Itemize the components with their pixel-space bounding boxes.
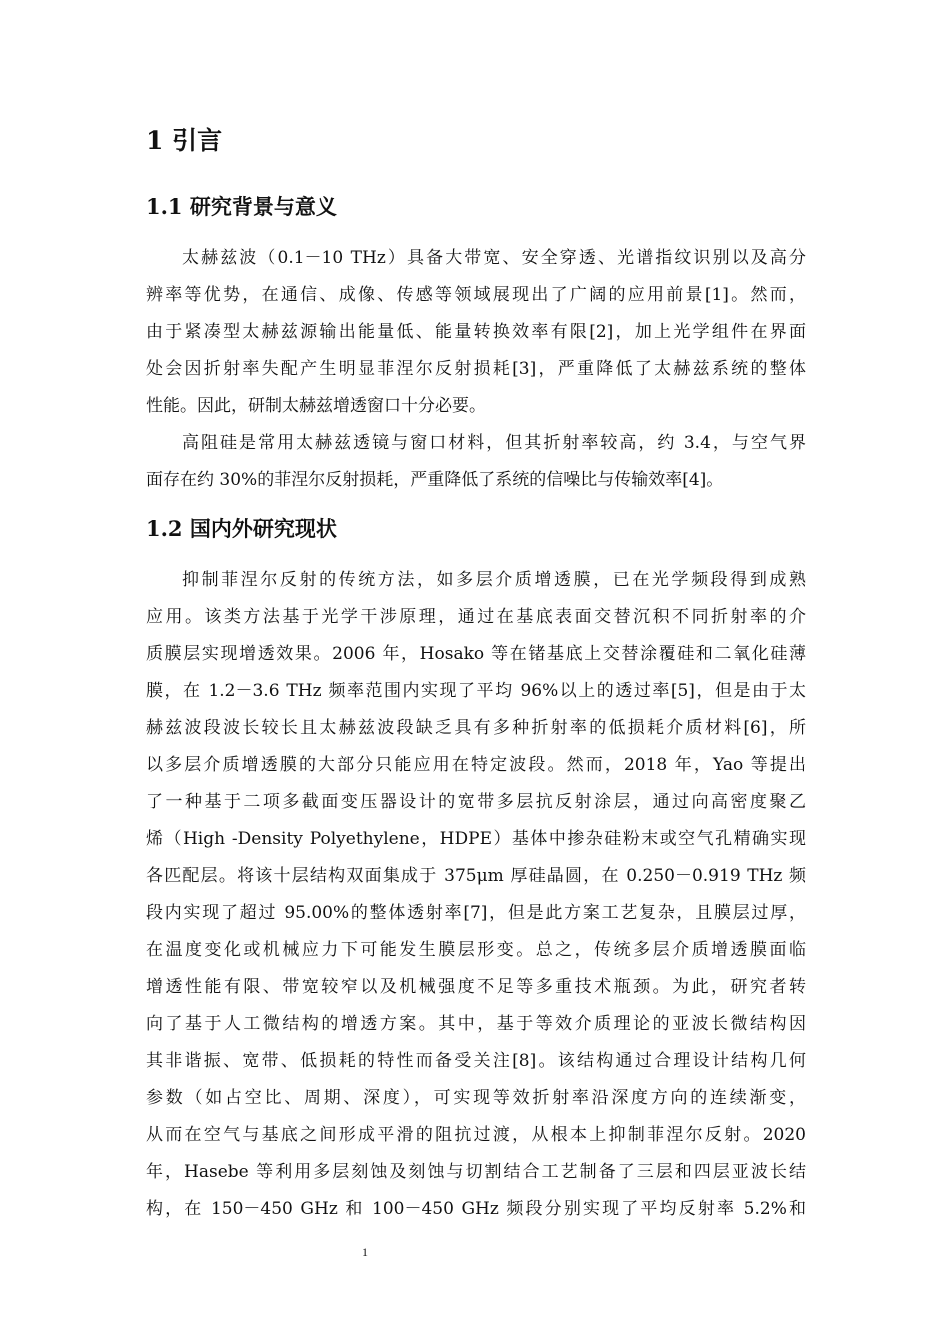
text-line: 面存在约 30%的菲涅尔反射损耗，严重降低了系统的信噪比与传输效率[4]。	[146, 470, 724, 490]
text-line: 性能。因此，研制太赫兹增透窗口十分必要。	[146, 396, 486, 416]
text-line: 由于紧凑型太赫兹源输出能量低、能量转换效率有限[2]，加上光学组件在界面	[146, 322, 806, 342]
text-line: 处会因折射率失配产生明显菲涅尔反射损耗[3]，严重降低了太赫兹系统的整体	[146, 359, 806, 379]
text-line: 构，在 150－450 GHz 和 100－450 GHz 频段分别实现了平均反射率 5.2%和	[146, 1199, 806, 1219]
section-heading: 1 引言	[146, 126, 223, 155]
text-line: 质膜层实现增透效果。2006 年，Hosako 等在锗基底上交替涂覆硅和二氧化硅薄	[146, 644, 806, 664]
text-line: 参数（如占空比、周期、深度），可实现等效折射率沿深度方向的连续渐变，	[146, 1088, 806, 1108]
subsection-heading-status: 1.2 国内外研究现状	[146, 516, 337, 541]
text-line: 各匹配层。将该十层结构双面集成于 375μm 厚硅晶圆，在 0.250－0.919 THz 频	[146, 866, 806, 886]
text-line: 以多层介质增透膜的大部分只能应用在特定波段。然而，2018 年，Yao 等提出	[146, 755, 806, 775]
text-line: 增透性能有限、带宽较窄以及机械强度不足等多重技术瓶颈。为此，研究者转	[146, 977, 806, 997]
page-number: 1	[362, 1245, 368, 1259]
text-line: 烯（High -Density Polyethylene，HDPE）基体中掺杂硅粉末或空气孔精确实现	[146, 829, 806, 849]
text-line: 从而在空气与基底之间形成平滑的阻抗过渡，从根本上抑制菲涅尔反射。2020	[146, 1125, 806, 1145]
text-line: 高阻硅是常用太赫兹透镜与窗口材料，但其折射率较高，约 3.4，与空气界	[182, 433, 806, 453]
text-line: 了一种基于二项多截面变压器设计的宽带多层抗反射涂层，通过向高密度聚乙	[146, 792, 806, 812]
text-line: 年，Hasebe 等利用多层刻蚀及刻蚀与切割结合工艺制备了三层和四层亚波长结	[146, 1162, 806, 1182]
text-line: 其非谐振、宽带、低损耗的特性而备受关注[8]。该结构通过合理设计结构几何	[146, 1051, 806, 1071]
text-line: 在温度变化或机械应力下可能发生膜层形变。总之，传统多层介质增透膜面临	[146, 940, 806, 960]
text-line: 应用。该类方法基于光学干涉原理，通过在基底表面交替沉积不同折射率的介	[146, 607, 806, 627]
text-line: 膜，在 1.2－3.6 THz 频率范围内实现了平均 96%以上的透过率[5]，但是由于太	[146, 681, 806, 701]
text-line: 辨率等优势，在通信、成像、传感等领域展现出了广阔的应用前景[1]。然而，	[146, 285, 806, 305]
text-line: 赫兹波段波长较长且太赫兹波段缺乏具有多种折射率的低损耗介质材料[6]，所	[146, 718, 806, 738]
text-line: 段内实现了超过 95.00%的整体透射率[7]，但是此方案工艺复杂，且膜层过厚，	[146, 903, 806, 923]
subsection-heading-background: 1.1 研究背景与意义	[146, 194, 337, 219]
text-line: 抑制菲涅尔反射的传统方法，如多层介质增透膜，已在光学频段得到成熟	[182, 570, 806, 590]
text-line: 太赫兹波（0.1－10 THz）具备大带宽、安全穿透、光谱指纹识别以及高分	[182, 248, 806, 268]
text-line: 向了基于人工微结构的增透方案。其中，基于等效介质理论的亚波长微结构因	[146, 1014, 806, 1034]
